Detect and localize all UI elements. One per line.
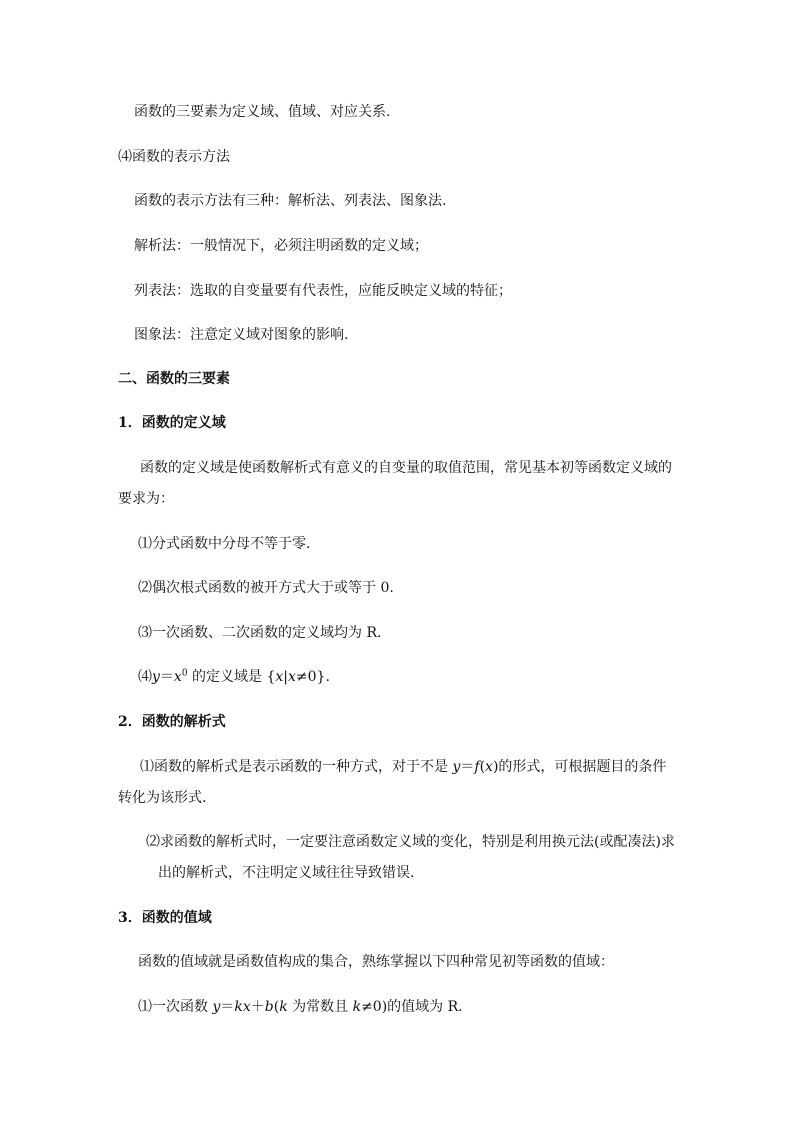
subsection-heading: 1．函数的定义域 [118, 415, 226, 431]
math-variable: k [279, 999, 288, 1015]
text-line: 函数的值域就是函数值构成的集合，熟练掌握以下四种常见初等函数的值域： [138, 954, 614, 970]
text-fragment: 为常数且 [287, 999, 353, 1015]
math-operator: ＋ [250, 999, 265, 1015]
math-variable: x [173, 669, 182, 685]
math-variable: k [352, 999, 362, 1015]
subsection-heading: 2．函数的解析式 [118, 714, 226, 730]
math-variable: y [212, 999, 221, 1015]
math-operator: ＝ [220, 999, 235, 1015]
text-line: 解析法：一般情况下，必须注明函数的定义域； [134, 238, 428, 254]
text-line: 列表法：选取的自变量要有代表性，应能反映定义域的特征； [134, 283, 512, 299]
subsection-heading: 3．函数的值域 [118, 910, 212, 926]
math-variable: x [485, 759, 493, 775]
math-operator: ＝ [159, 669, 174, 685]
text-line: 函数的定义域是使函数解析式有意义的自变量的取值范围，常见基本初等函数定义域的 [140, 460, 672, 476]
text-fragment: ⑴一次函数 [138, 999, 213, 1015]
text-line: 要求为： [118, 491, 174, 507]
text-line: 函数的表示方法有三种：解析法、列表法、图象法. [134, 193, 447, 209]
math-variable: b [264, 999, 274, 1015]
math-exponent: 0 [181, 668, 188, 679]
math-operator: ＝ [460, 759, 475, 775]
text-line: ⑷函数的表示方法 [118, 149, 230, 165]
text-line: ⑶一次函数、二次函数的定义域均为 R. [138, 625, 382, 641]
math-operator: | [283, 669, 288, 685]
text-line: 转化为该形式. [118, 790, 207, 806]
math-variable: kx [234, 999, 251, 1015]
text-line: 图象法：注意定义域对图象的影响. [134, 327, 349, 343]
math-variable: y [452, 759, 461, 775]
text-line: 函数的三要素为定义域、值域、对应关系. [134, 104, 391, 120]
text-line: ⑵求函数的解析式时，一定要注意函数定义域的变化，特别是利用换元法(或配凑法)求 [146, 834, 675, 850]
text-fragment: ≠0)的值域为 R. [361, 999, 463, 1015]
text-fragment: ≠0}. [295, 669, 330, 685]
section-heading: 二、函数的三要素 [118, 371, 230, 387]
text-fragment: )的形式，可根据题目的条件 [492, 759, 667, 775]
math-paren: ( [273, 999, 280, 1015]
math-line [138, 667, 330, 687]
text-fragment: ⑴函数的解析式是表示函数的一种方式，对于不是 [140, 759, 453, 775]
item-marker: ⑷ [138, 669, 152, 685]
text-line: ⑵偶次根式函数的被开方式大于或等于 0. [138, 580, 394, 596]
math-function: f [474, 759, 480, 775]
math-line [140, 757, 666, 777]
math-line [138, 997, 463, 1017]
text-line: 出的解析式，不注明定义域往往导致错误. [158, 865, 415, 881]
text-fragment: 的定义域是 { [187, 669, 276, 685]
math-variable: x [275, 669, 284, 685]
math-paren: ( [479, 759, 486, 775]
text-line: ⑴分式函数中分母不等于零. [138, 536, 311, 552]
math-variable: y [152, 669, 160, 685]
math-variable: x [288, 669, 296, 685]
